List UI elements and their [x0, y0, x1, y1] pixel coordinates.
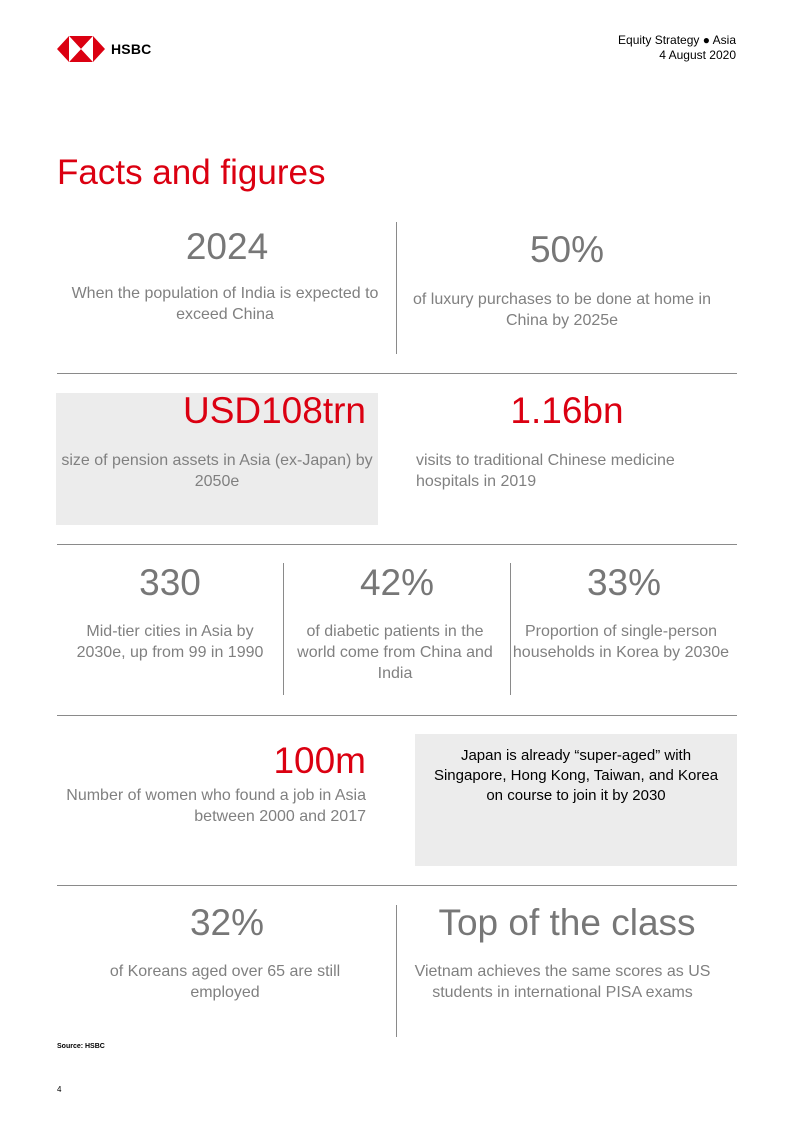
aged-text: Japan is already “super-aged” with Singapore, Hong Kong, Taiwan, and Korea on course to join it by 2030: [433, 747, 719, 804]
india-text: When the population of India is expected to exceed China: [71, 285, 379, 323]
women-text: Number of women who found a job in Asia between 2000 and 2017: [66, 787, 366, 825]
vietnam-figure: Top of the class: [438, 902, 696, 943]
divider: [57, 544, 737, 545]
cities-text: Mid-tier cities in Asia by 2030e, up from 99 in 1990: [76, 623, 264, 661]
page-number: 4: [57, 1085, 62, 1094]
cities-figure: 330: [139, 562, 201, 603]
source-note: Source: HSBC: [57, 1043, 105, 1050]
hsbc-brand-text: HSBC: [111, 41, 152, 57]
hsbc-hexagon-icon: [57, 36, 105, 62]
koreans-figure: 32%: [189, 902, 265, 943]
divider: [57, 373, 737, 374]
diabetic-text: of diabetic patients in the world come from China and India: [297, 623, 493, 682]
hsbc-logo: [57, 35, 151, 63]
divider: [57, 715, 737, 716]
pension-figure: USD108trn: [182, 390, 366, 431]
koreans-text: of Koreans aged over 65 are still employed: [109, 963, 341, 1001]
page-title: Facts and figures: [57, 153, 326, 192]
report-series: Equity Strategy ● Asia: [618, 33, 736, 47]
luxury-figure: 50%: [529, 229, 605, 270]
single-text: Proportion of single-person households in Korea by 2030e: [512, 623, 730, 661]
india-figure: 2024: [185, 226, 269, 267]
diabetic-figure: 42%: [359, 562, 435, 603]
report-date: 4 August 2020: [659, 48, 736, 62]
medicine-text: visits to traditional Chinese medicine hospitals in 2019: [416, 452, 675, 490]
women-figure: 100m: [273, 740, 366, 781]
medicine-figure: 1.16bn: [510, 390, 624, 431]
vietnam-text: Vietnam achieves the same scores as US students in international PISA exams: [414, 963, 711, 1001]
single-figure: 33%: [586, 562, 662, 603]
luxury-text: of luxury purchases to be done at home in China by 2025e: [413, 291, 711, 329]
pension-text: size of pension assets in Asia (ex-Japan) by 2050e: [61, 452, 373, 490]
divider: [57, 885, 737, 886]
